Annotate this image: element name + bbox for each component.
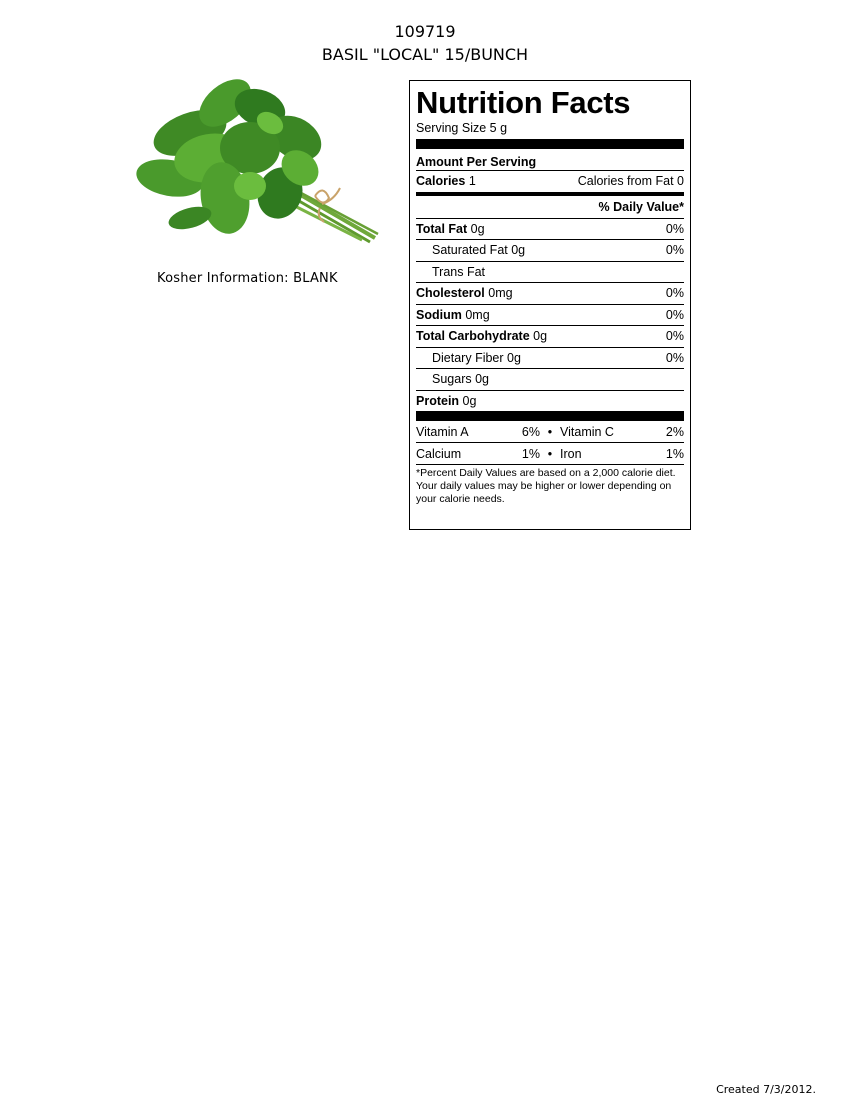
- dietary-fiber-row: Dietary Fiber 0g 0%: [416, 348, 684, 370]
- vitamin-row-2: Calcium 1% • Iron 1%: [416, 443, 684, 465]
- basil-bunch-image: [130, 78, 380, 248]
- item-code: 109719: [394, 22, 456, 41]
- calories-value: 1: [468, 174, 476, 189]
- product-name: BASIL "LOCAL" 15/BUNCH: [321, 45, 529, 64]
- saturated-fat-row: Saturated Fat 0g 0%: [416, 240, 684, 262]
- nutrition-facts-label: [409, 80, 691, 530]
- thick-divider-2: [416, 411, 684, 421]
- calories-from-fat: Calories from Fat 0: [577, 174, 684, 189]
- trans-fat-row: Trans Fat: [416, 262, 684, 284]
- protein-row: Protein 0g: [416, 393, 477, 408]
- total-fat-row: Total Fat 0g 0%: [416, 219, 684, 241]
- nutrition-facts-title: Nutrition Facts: [416, 85, 631, 120]
- calories-row: [416, 171, 684, 192]
- vitamin-row-1: Vitamin A 6% • Vitamin C 2%: [416, 421, 684, 443]
- total-carbohydrate-row: Total Carbohydrate 0g 0%: [416, 326, 684, 348]
- created-date: Created 7/3/2012.: [716, 1083, 816, 1096]
- amount-per-serving: Amount Per Serving: [416, 149, 684, 171]
- calories-label: Calories: [416, 174, 466, 189]
- sugars-row: Sugars 0g: [416, 369, 684, 391]
- sodium-row: Sodium 0mg 0%: [416, 305, 684, 327]
- serving-size: Serving Size 5 g: [416, 121, 508, 135]
- cholesterol-row: Cholesterol 0mg 0%: [416, 283, 684, 305]
- thick-divider: [416, 139, 684, 149]
- kosher-information: Kosher Information: BLANK: [157, 271, 338, 286]
- daily-value-footnote: *Percent Daily Values are based on a 2,000 calorie diet. Your daily values may be higher or lower depending on your calorie needs.: [416, 467, 676, 505]
- daily-value-header: % Daily Value*: [416, 196, 684, 219]
- basil-leaves: [133, 78, 329, 238]
